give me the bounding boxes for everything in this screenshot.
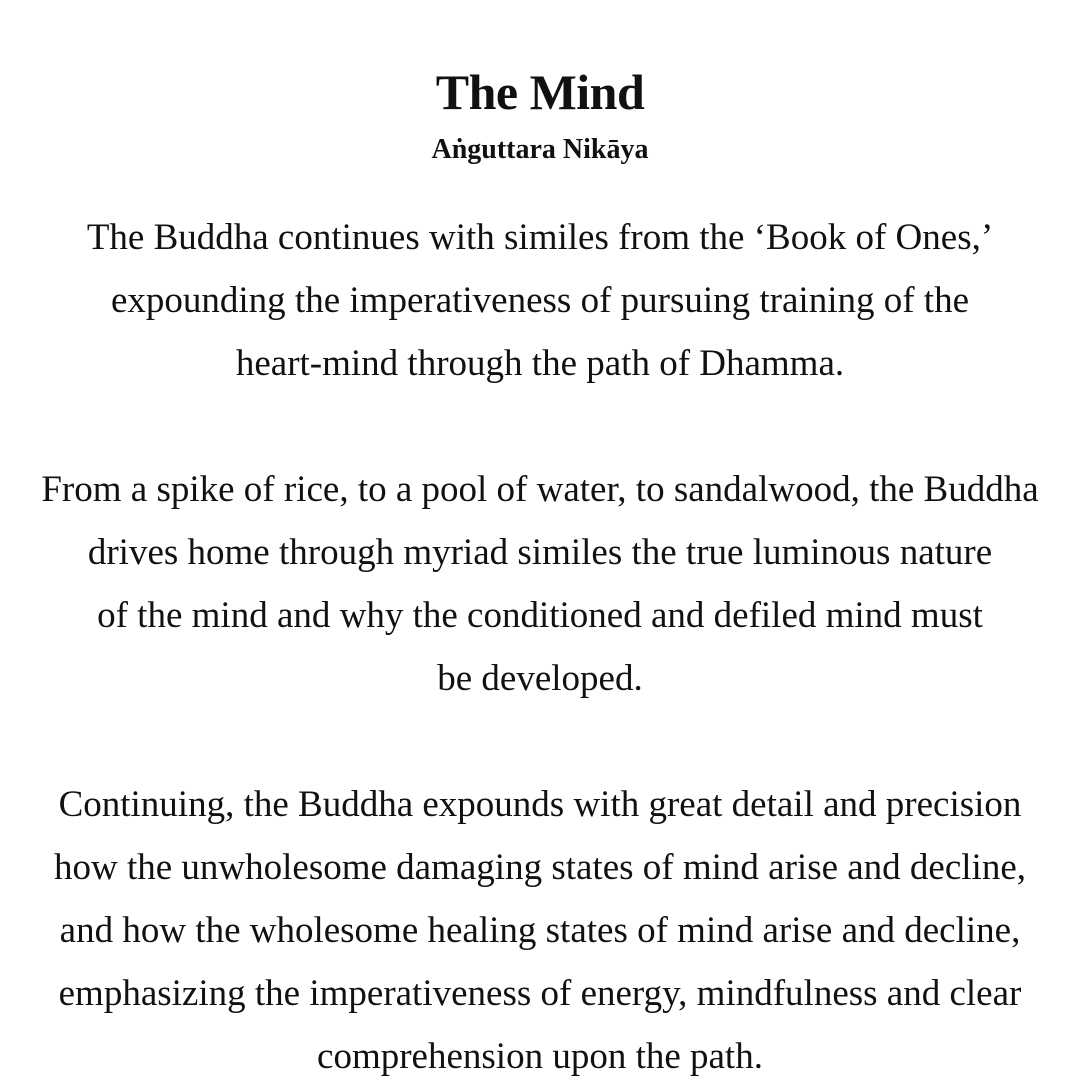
paragraph-similes <box>0 458 1080 710</box>
page-subtitle: Aṅguttara Nikāya <box>431 134 649 165</box>
paragraph-line: and how the wholesome healing states of mind arise and decline, <box>59 910 1021 951</box>
paragraph-line: From a spike of rice, to a pool of water, to sandalwood, the Buddha <box>41 469 1039 510</box>
paragraph-line: heart-mind through the path of Dhamma. <box>235 343 845 384</box>
paragraph-intro <box>0 206 1080 395</box>
paragraph-line: how the unwholesome damaging states of mind arise and decline, <box>53 847 1027 888</box>
paragraph-line: comprehension upon the path. <box>317 1036 763 1077</box>
paragraph-line: of the mind and why the conditioned and defiled mind must <box>97 595 983 636</box>
page-title: The Mind <box>435 64 645 120</box>
paragraph-line: be developed. <box>437 658 643 699</box>
paragraph-line: emphasizing the imperativeness of energy, mindfulness and clear <box>58 973 1022 1014</box>
paragraph-line: Continuing, the Buddha expounds with great detail and precision <box>58 784 1022 825</box>
paragraph-line: drives home through myriad similes the true luminous nature <box>87 532 993 573</box>
paragraph-line: expounding the imperativeness of pursuing training of the <box>110 280 969 321</box>
paragraph-states-of-mind <box>0 773 1080 1088</box>
paragraph-line: The Buddha continues with similes from the ‘Book of Ones,’ <box>86 217 994 258</box>
